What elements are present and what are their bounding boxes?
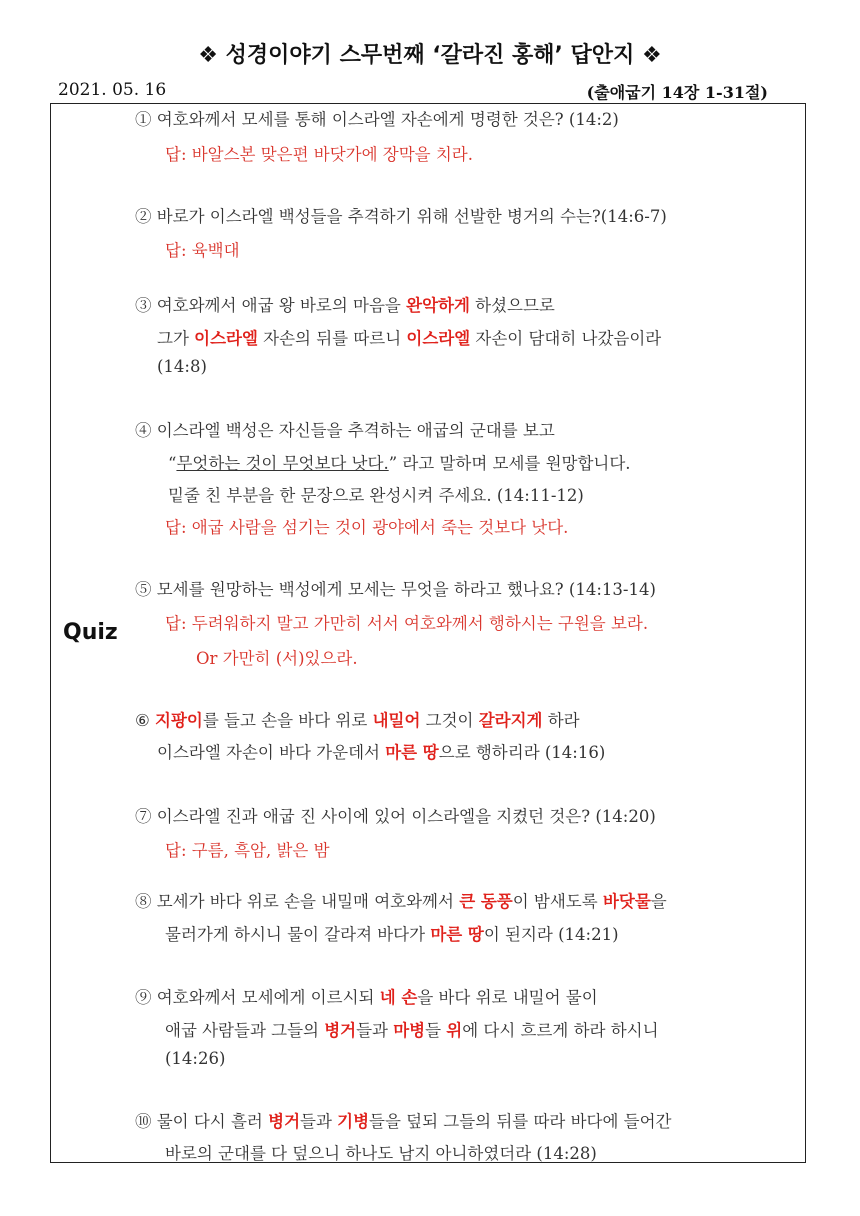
q8-highlight: 바닷물 (602, 892, 651, 911)
q9-line-2 (165, 1017, 659, 1041)
q6-line-1 (135, 707, 580, 731)
date: 2021. 05. 16 (58, 80, 167, 100)
q6-highlight: 지팡이 (155, 711, 203, 730)
q9-text: 을 바다 위로 내밀어 물이 (417, 988, 598, 1007)
q6-text: 그것이 (420, 711, 479, 730)
q6-text: 하라 (542, 711, 580, 730)
q8-text: ⑧ 모세가 바다 위로 손을 내밀매 여호와께서 (135, 892, 460, 911)
q3-line-2 (157, 325, 661, 349)
q9-highlight: 네 손 (379, 988, 418, 1007)
q9-text: 에 다시 흐르게 하라 하시니 (462, 1021, 659, 1040)
q6-line-2 (157, 739, 605, 763)
q8-text: 이 된지라 (14:21) (483, 925, 619, 944)
q2-question: ② 바로가 이스라엘 백성들을 추격하기 위해 선발한 병거의 수는?(14:6-7) (135, 207, 667, 226)
q10-line-2: 바로의 군대를 다 덮으니 하나도 남지 아니하였더라 (14:28) (165, 1144, 597, 1163)
q6-text: ⑥ (135, 711, 156, 730)
q5-answer-alt: Or 가만히 (서)있으라. (196, 649, 358, 668)
q6-text: 으로 행하리라 (14:16) (438, 743, 606, 762)
q6-text: 이스라엘 자손이 바다 가운데서 (157, 743, 386, 762)
q4-text: ” 라고 말하며 모세를 원망합니다. (388, 454, 631, 473)
q9-text: 애굽 사람들과 그들의 (165, 1021, 325, 1040)
q10-highlight: 병거 (268, 1112, 301, 1131)
q3-highlight: 이스라엘 (406, 329, 471, 348)
q10-text: 들과 (300, 1112, 338, 1131)
q10-line-1 (135, 1108, 671, 1132)
q9-highlight: 위 (446, 1021, 463, 1040)
q8-line-2 (165, 921, 619, 945)
q5-answer: 답: 두려워하지 말고 가만히 서서 여호와께서 행하시는 구원을 보라. (165, 614, 649, 633)
q3-text: 그가 (157, 329, 195, 348)
q4-underlined-phrase: 무엇하는 것이 무엇보다 낫다. (176, 454, 389, 473)
page-title: ❖ 성경이야기 스무번째 ‘갈라진 홍해’ 답안지 ❖ (198, 43, 662, 68)
q4-answer: 답: 애굽 사람을 섬기는 것이 광야에서 죽는 것보다 낫다. (165, 518, 569, 537)
q3-text: 자손의 뒤를 따르니 (257, 329, 407, 348)
q3-line-1 (135, 292, 555, 316)
q3-highlight: 완악하게 (406, 296, 470, 315)
q4-line-2 (168, 450, 631, 474)
q1-answer: 답: 바알스본 맞은편 바닷가에 장막을 치라. (165, 145, 473, 164)
q8-text: 을 (650, 892, 667, 911)
q9-text: 들과 (356, 1021, 394, 1040)
q8-line-1 (135, 888, 667, 912)
q8-highlight: 마른 땅 (430, 925, 484, 944)
q10-text: 들을 덮되 그들의 뒤를 따라 바다에 들어간 (369, 1112, 672, 1131)
q3-highlight: 이스라엘 (194, 329, 258, 348)
q3-line-3: (14:8) (157, 357, 207, 376)
q10-text: ⑩ 물이 다시 흘러 (135, 1112, 269, 1131)
q9-text: ⑨ 여호와께서 모세에게 이르시되 (135, 988, 380, 1007)
q3-text: ③ 여호와께서 애굽 왕 바로의 마음을 (135, 296, 407, 315)
q4-text: “ (168, 454, 177, 473)
q10-highlight: 기병 (337, 1112, 370, 1131)
q9-text: 들 (425, 1021, 447, 1040)
q8-text: 이 밤새도록 (512, 892, 603, 911)
q7-question: ⑦ 이스라엘 진과 애굽 진 사이에 있어 이스라엘을 지켰던 것은? (14:20) (135, 807, 656, 826)
q7-answer: 답: 구름, 흑암, 밝은 밤 (165, 841, 330, 860)
q8-highlight: 큰 동풍 (459, 892, 513, 911)
q5-question: ⑤ 모세를 원망하는 백성에게 모세는 무엇을 하라고 했나요? (14:13-14) (135, 580, 656, 599)
q3-text: 하셨으므로 (469, 296, 555, 315)
q6-highlight: 내밀어 (372, 711, 421, 730)
q4-line-3: 밑줄 친 부분을 한 문장으로 완성시켜 주세요. (14:11-12) (168, 486, 584, 505)
q9-line-1 (135, 984, 598, 1008)
q3-text: 자손이 담대히 나갔음이라 (470, 329, 662, 348)
q6-highlight: 갈라지게 (478, 711, 543, 730)
q6-text: 를 들고 손을 바다 위로 (202, 711, 373, 730)
scripture-reference: (출애굽기 14장 1-31절) (586, 83, 768, 102)
q1-question: ① 여호와께서 모세를 통해 이스라엘 자손에게 명령한 것은? (14:2) (135, 110, 619, 129)
q6-highlight: 마른 땅 (385, 743, 439, 762)
q9-highlight: 마병 (393, 1021, 426, 1040)
q8-text: 물러가게 하시니 물이 갈라져 바다가 (165, 925, 431, 944)
quiz-label: Quiz (63, 620, 118, 645)
q9-highlight: 병거 (324, 1021, 357, 1040)
q2-answer: 답: 육백대 (165, 241, 240, 260)
q9-line-3: (14:26) (165, 1049, 226, 1068)
q4-line-1: ④ 이스라엘 백성은 자신들을 추격하는 애굽의 군대를 보고 (135, 421, 555, 440)
